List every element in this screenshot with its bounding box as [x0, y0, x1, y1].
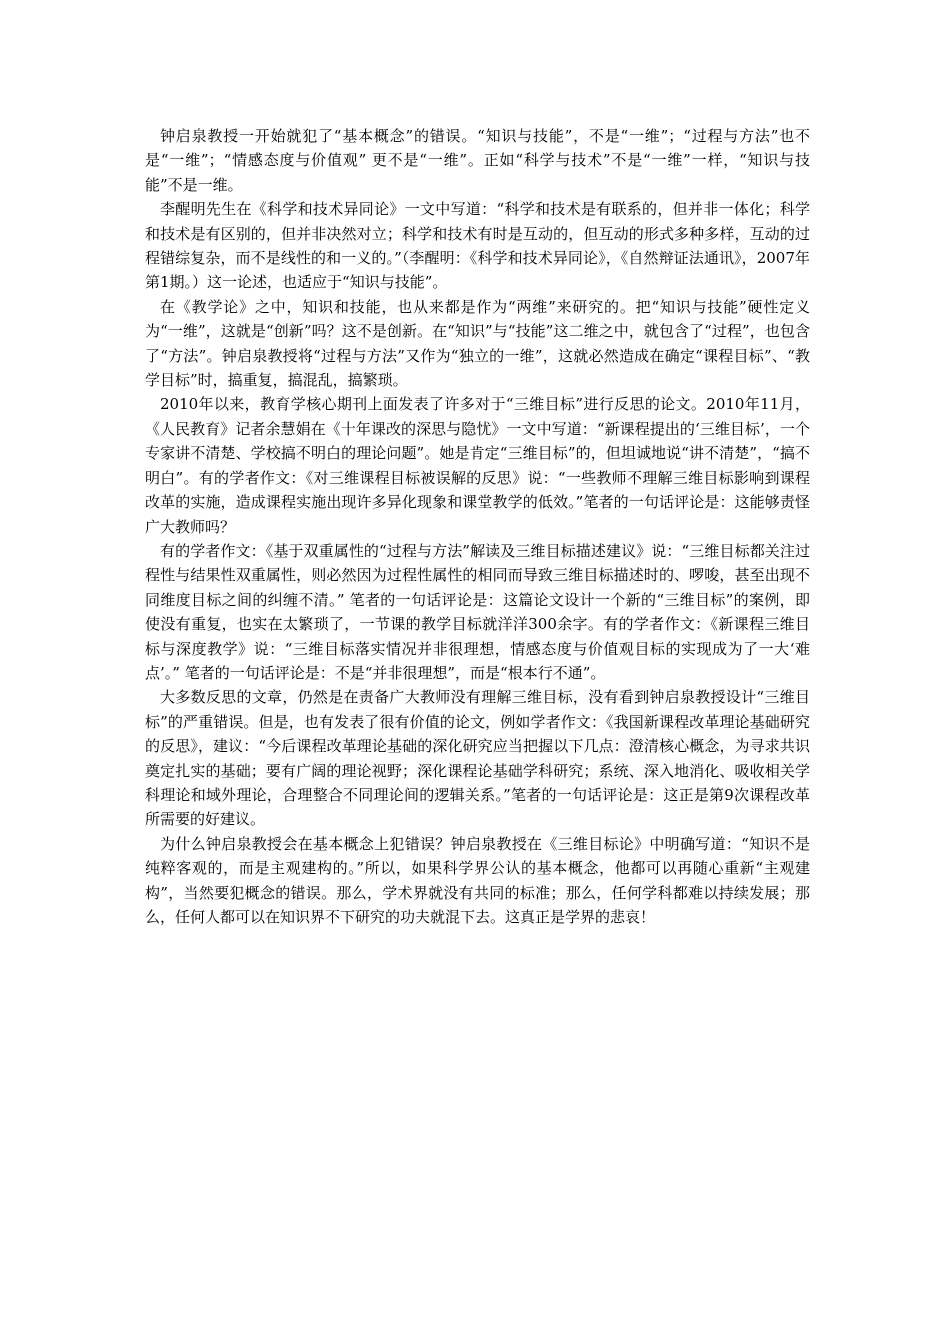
paragraph-6: 大多数反思的文章，仍然是在责备广大教师没有理解三维目标，没有看到钟启泉教授设计“三维目标”的严重错误。但是，也有发表了很有价值的论文，例如学者作文：《我国新课程改革理论基础研究的反思》，建议：“今后课程改革理论基础的深化研究应当把握以下几点：澄清核心概念，为寻求共识奠定扎实的基础；要有广阔的理论视野；深化课程论基础学科研究；系统、深入地消化、吸收相关学科理论和域外理论，合理整合不同理论间的逻辑关系。”笔者的一句话评论是：这正是第9次课程改革所需要的好建议。 — [145, 688, 810, 829]
paragraph-5: 有的学者作文：《基于双重属性的“过程与方法”解读及三维目标描述建议》说：“三维目标都关注过程性与结果性双重属性，则必然因为过程性属性的相同而导致三维目标描述时的、啰唆，甚至出现不同维度目标之间的纠缠不清。” 笔者的一句话评论是：这篇论文设计一个新的“三维目标”的案例，即使没有重复，也实在太繁琐了，一节课的教学目标就洋洋300余字。有的学者作文：《新课程三维目标与深度教学》说：“三维目标落实情况并非很理想，情感态度与价值观目标的实现成为了一大‘难点’。” 笔者的一句话评论是：不是“并非很理想”，而是“根本行不通”。 — [145, 541, 810, 682]
document-page — [145, 124, 810, 929]
paragraph-3: 在《教学论》之中，知识和技能，也从来都是作为“两维”来研究的。把“知识与技能”硬性定义为“一维”，这就是“创新”吗？这不是创新。在“知识”与“技能”这二维之中，就包含了“过程”，也包含了“方法”。钟启泉教授将“过程与方法”又作为“独立的一维”，这就必然造成在确定“课程目标”、“教学目标”时，搞重复，搞混乱，搞繁琐。 — [145, 297, 810, 390]
paragraph-2: 李醒明先生在《科学和技术异同论》一文中写道：“科学和技术是有联系的，但并非一体化；科学和技术是有区别的，但并非决然对立；科学和技术有时是互动的，但互动的形式多种多样，互动的过程错综复杂，而不是线性的和一义的。”（李醒明：《科学和技术异同论》，《自然辩证法通讯》，2007年第1期。）这一论述，也适应于“知识与技能”。 — [145, 200, 810, 292]
paragraph-7: 为什么钟启泉教授会在基本概念上犯错误？钟启泉教授在《三维目标论》中明确写道：“知识不是纯粹客观的，而是主观建构的。”所以，如果科学界公认的基本概念，他都可以再随心重新“主观建构”，当然要犯概念的错误。那么，学术界就没有共同的标准；那么，任何学科都难以持续发展；那么，任何人都可以在知识界不下研究的功夫就混下去。这真正是学界的悲哀！ — [145, 834, 810, 926]
paragraph-4: 2010年以来，教育学核心期刊上面发表了许多对于“三维目标”进行反思的论文。2010年11月，《人民教育》记者余慧娟在《十年课改的深思与隐忧》一文中写道：“新课程提出的‘三维目标’，一个专家讲不清楚、学校搞不明白的理论问题”。她是肯定“三维目标”的，但坦诚地说“讲不清楚”，“搞不明白”。有的学者作文：《对三维课程目标被误解的反思》说：“一些教师不理解三维目标影响到课程改革的实施，造成课程实施出现许多异化现象和课堂教学的低效。”笔者的一句话评论是：这能够责怪广大教师吗？ — [145, 395, 810, 536]
paragraph-1: 钟启泉教授一开始就犯了“基本概念”的错误。“知识与技能”，不是“一维”；“过程与方法”也不是“一维”；“情感态度与价值观” 更不是“一维”。正如“科学与技术”不是“一维”一样，“知识与技能”不是一维。 — [145, 127, 810, 194]
